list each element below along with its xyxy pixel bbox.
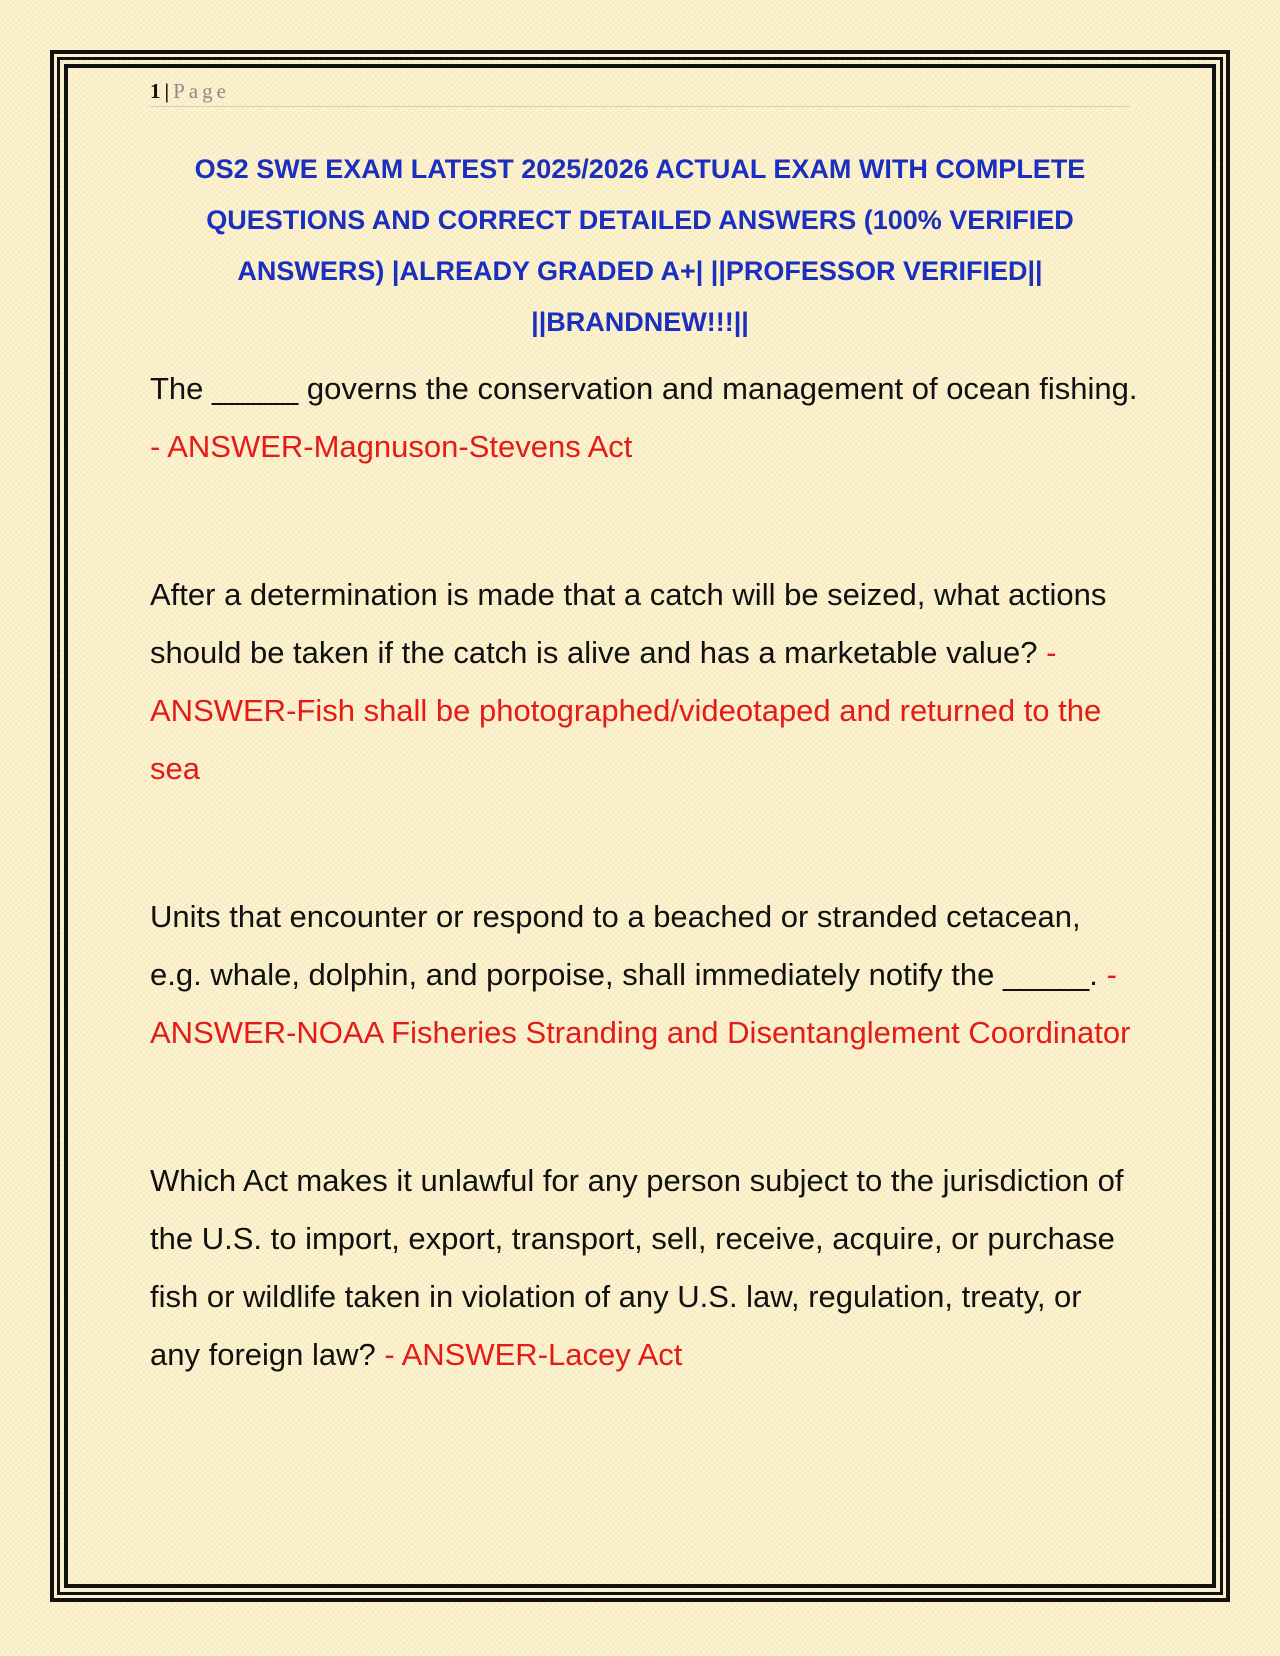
qa-item xyxy=(150,1152,1140,1384)
page-separator: | xyxy=(164,79,170,103)
question-text: The _____ governs the conservation and management of ocean fishing. xyxy=(150,371,1138,406)
answer-text: - ANSWER-NOAA Fisheries Stranding and Disentanglement Coordinator xyxy=(150,957,1131,1050)
answer-text: - ANSWER-Magnuson-Stevens Act xyxy=(150,429,633,464)
question-text: Units that encounter or respond to a beached or stranded cetacean, e.g. whale, dolphin, and porpoise, shall immediately notify the _____. xyxy=(150,899,1098,992)
qa-item xyxy=(150,888,1140,1062)
qa-item xyxy=(150,566,1140,798)
question-text: After a determination is made that a catch will be seized, what actions should be taken if the catch is alive and has a marketable value? xyxy=(150,577,1107,670)
answer-text: - ANSWER-Fish shall be photographed/videotaped and returned to the sea xyxy=(150,635,1102,786)
page-number: 1 xyxy=(150,79,161,103)
qa-item xyxy=(150,360,1140,476)
page-label: Page xyxy=(173,79,230,103)
question-text: Which Act makes it unlawful for any person subject to the jurisdiction of the U.S. to import, export, transport, sell, receive, acquire, or purchase fish or wildlife taken in violation of any U.S. law, regulation, treaty, or any foreign law? xyxy=(150,1163,1124,1372)
qa-list xyxy=(150,360,1140,1474)
answer-text: - ANSWER-Lacey Act xyxy=(384,1337,683,1372)
page-header xyxy=(150,78,1130,107)
document-title: OS2 SWE EXAM LATEST 2025/2026 ACTUAL EXAM WITH COMPLETE QUESTIONS AND CORRECT DETAILED ANSWERS (100% VERIFIED ANSWERS) |ALREADY GRADED A+| ||PROFESSOR VERIFIED|| ||BRANDNEW!!!|| xyxy=(194,154,1086,337)
